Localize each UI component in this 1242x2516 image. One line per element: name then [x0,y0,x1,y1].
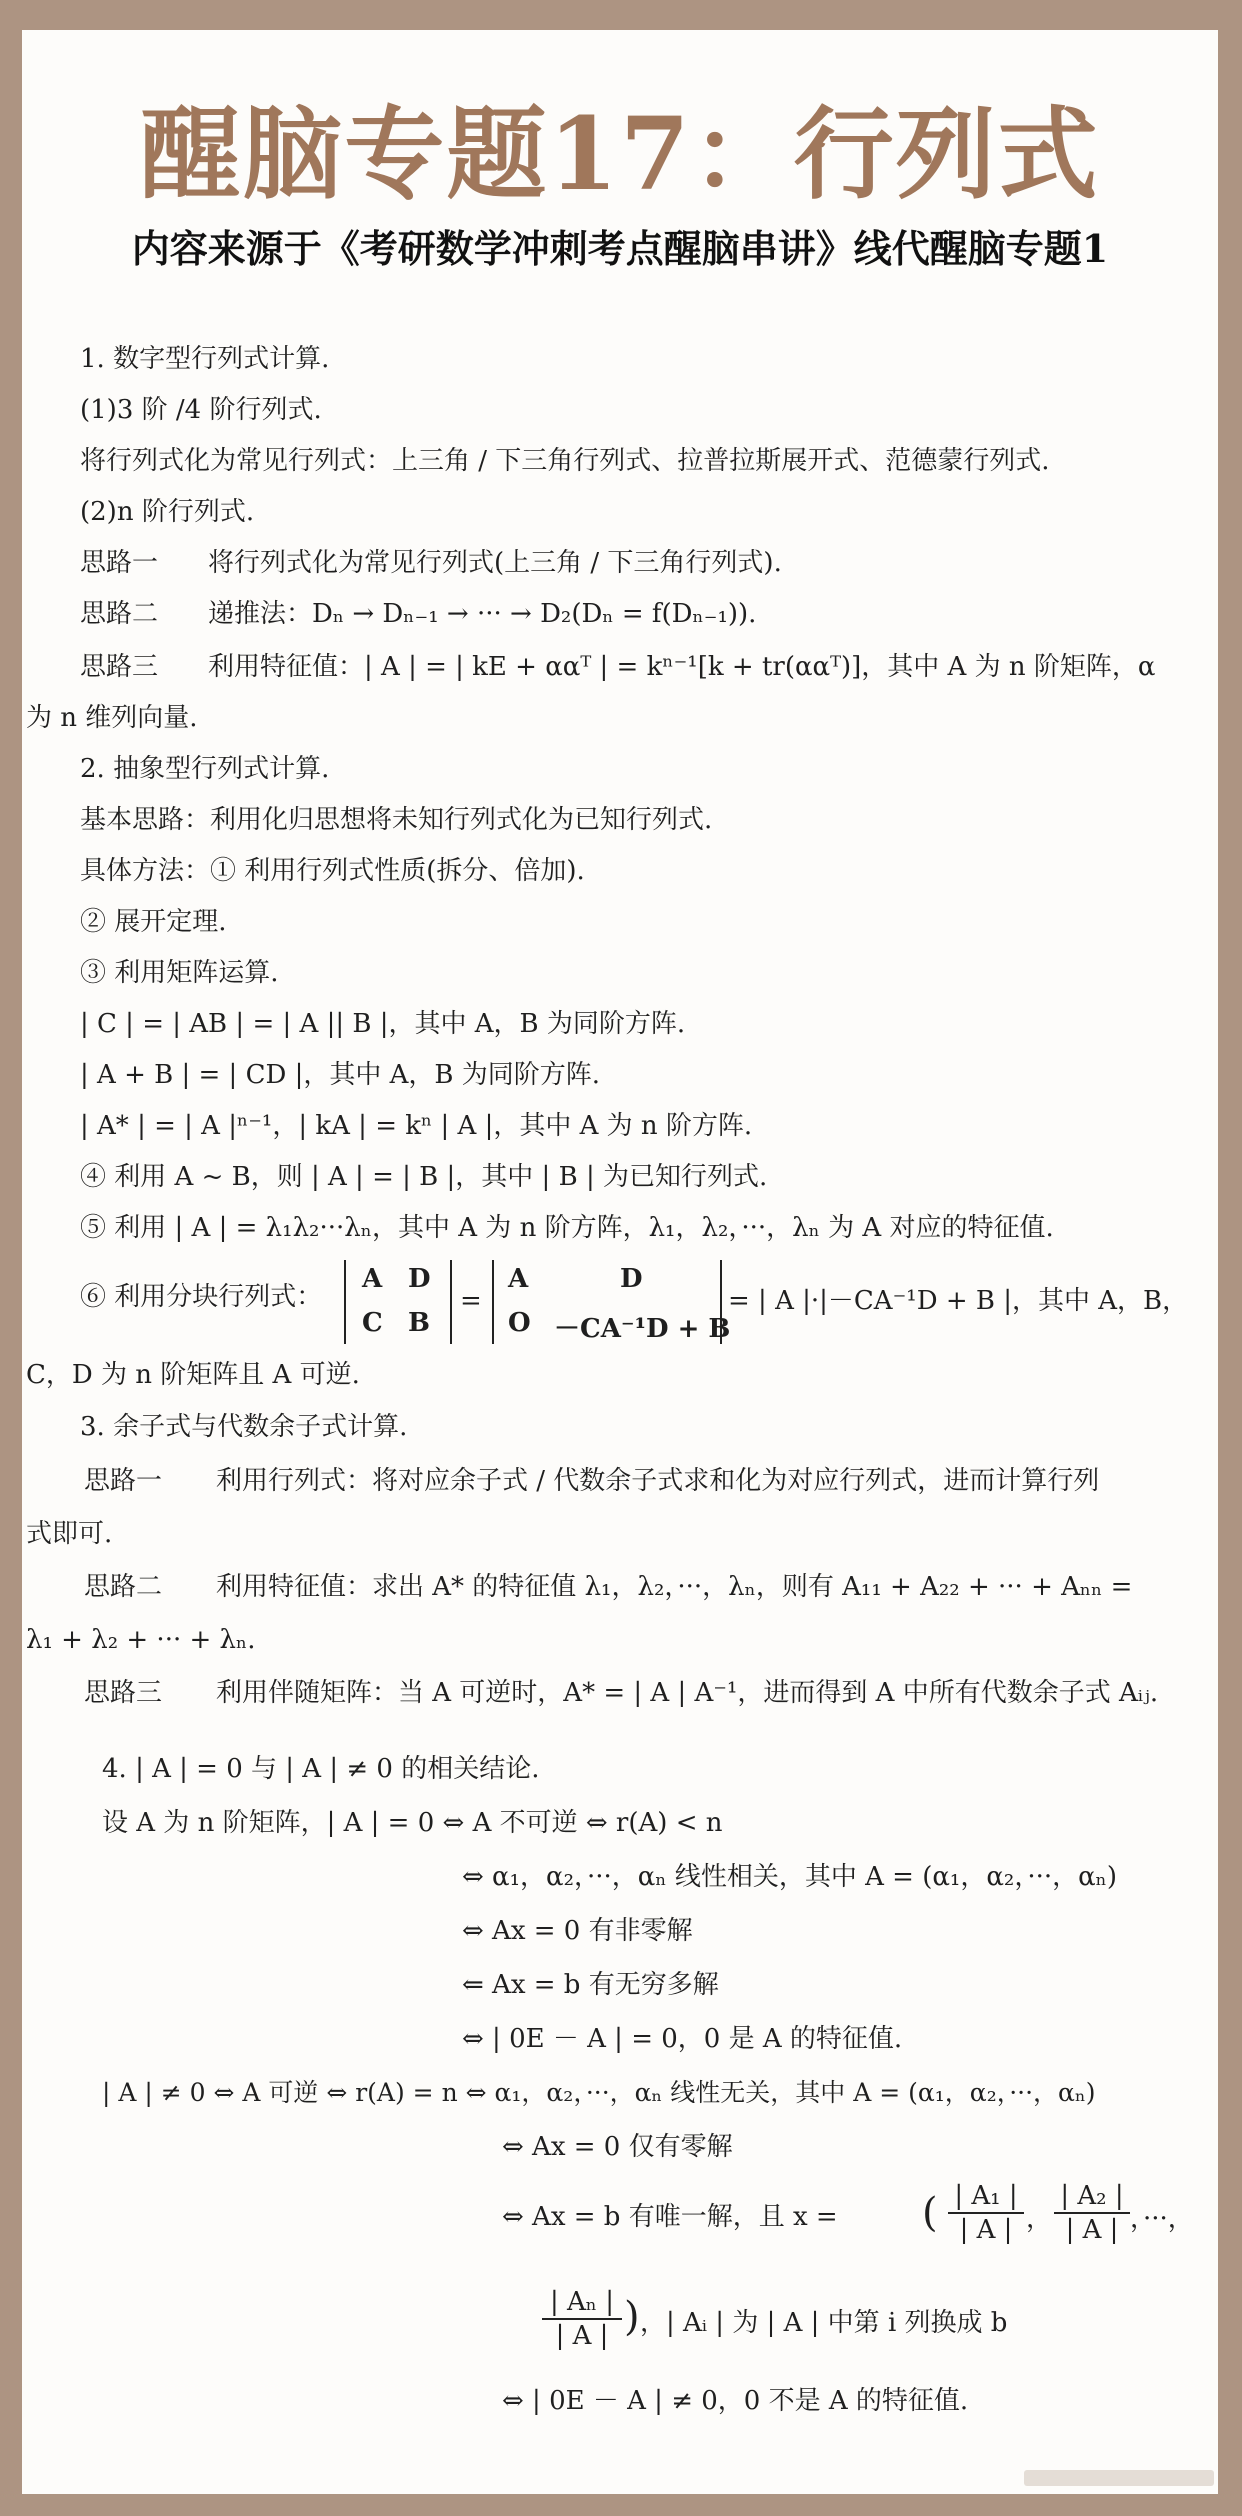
idea-label: 思路一 [80,548,159,578]
text-line: 式即可. [26,1519,113,1549]
idea-label: 思路二 [80,599,159,629]
formula-line: ，| Aᵢ | 为 | A | 中第 i 列换成 b [640,2308,1008,2338]
text-line: (1)3 阶 /4 阶行列式. [80,395,322,425]
section-heading: 3. 余子式与代数余子式计算. [80,1412,408,1442]
formula-line: ⇔ Ax = b 有唯一解，且 x = [502,2202,838,2232]
text-line: ④ 利用 A ~ B，则 | A | = | B |，其中 | B | 为已知行列式. [80,1162,768,1192]
block-determinant-right: A D O －CA⁻¹D + B [492,1260,722,1344]
idea-label: 思路三 [80,652,159,682]
idea-label: 思路二 [84,1572,163,1602]
formula-line: ⇔ α₁，α₂，···，αₙ 线性相关，其中 A = (α₁，α₂，···，αₙ) [462,1862,1118,1892]
text-line: 思路一 利用行列式：将对应余子式 / 代数余子式求和化为对应行列式，进而计算行列 [84,1466,1100,1496]
document-page [22,30,1218,2494]
text-line: 基本思路：利用化归思想将未知行列式化为已知行列式. [80,805,713,835]
text-line: ③ 利用矩阵运算. [80,958,279,988]
text-line: 思路三 利用特征值：| A | = | kE + ααᵀ | = kⁿ⁻¹[k + tr(ααᵀ)]，其中 A 为 n 阶矩阵，α [80,652,1156,682]
formula-line: | A | ≠ 0 ⇔ A 可逆 ⇔ r(A) = n ⇔ α₁，α₂，···，αₙ 线性无关，其中 A = (α₁，α₂，···，αₙ) [102,2078,1096,2107]
formula-line: ⇔ Ax = 0 仅有零解 [502,2132,733,2162]
formula-line: 设 A 为 n 阶矩阵，| A | = 0 ⇔ A 不可逆 ⇔ r(A) < n [102,1808,723,1838]
text-line: 思路二 利用特征值：求出 A* 的特征值 λ₁，λ₂，···，λₙ，则有 A₁₁ + A₂₂ + ··· + Aₙₙ = [84,1572,1133,1602]
page-title: 醒脑专题17：行列式 [140,95,1100,213]
page-subtitle: 内容来源于《考研数学冲刺考点醒脑串讲》线代醒脑专题1 [131,226,1109,271]
formula-line: ⇔ | 0E － A | = 0，0 是 A 的特征值. [462,2024,903,2054]
fraction-a1: | A₁ | | A | [948,2180,1024,2246]
text-line: 将行列式化为常见行列式：上三角 / 下三角行列式、拉普拉斯展开式、范德蒙行列式. [80,446,1050,476]
formula-line: ⇔ Ax = 0 有非零解 [462,1916,693,1946]
fraction-an: | Aₙ | | A | [542,2286,622,2352]
text-line: ⑤ 利用 | A | = λ₁λ₂···λₙ，其中 A 为 n 阶方阵，λ₁，λ₂，···，λₙ 为 A 对应的特征值. [80,1213,1054,1243]
text-line: 思路二 递推法：Dₙ → Dₙ₋₁ → ··· → D₂(Dₙ = f(Dₙ₋₁)). [80,599,757,629]
idea-label: 思路三 [84,1678,163,1708]
idea-label: 思路一 [84,1466,163,1496]
formula-line: ⇔ | 0E － A | ≠ 0，0 不是 A 的特征值. [502,2386,969,2416]
solution-vector: ( | A₁ | | A | ， | A₂ | | A | ，···， [922,2181,1194,2245]
watermark-bar [1024,2470,1214,2486]
formula-line: ⇐ Ax = b 有无穷多解 [462,1970,719,2000]
block-determinant-label: ⑥ 利用分块行列式： [80,1282,323,1312]
formula-line: | A + B | = | CD |，其中 A，B 为同阶方阵. [80,1060,601,1090]
fraction-a2: | A₂ | | A | [1054,2180,1130,2246]
text-line: 为 n 维列向量. [26,703,198,733]
block-determinant-left: A D C B [344,1260,452,1344]
text-line: λ₁ + λ₂ + ··· + λₙ. [26,1625,256,1655]
text-line: ② 展开定理. [80,907,227,937]
section-heading: 4. | A | = 0 与 | A | ≠ 0 的相关结论. [102,1754,540,1784]
section-heading: 1. 数字型行列式计算. [80,344,330,374]
text-line: 具体方法：① 利用行列式性质(拆分、倍加). [80,856,585,886]
text-line: C，D 为 n 阶矩阵且 A 可逆. [26,1360,360,1390]
text-line: 思路一 将行列式化为常见行列式(上三角 / 下三角行列式). [80,548,782,578]
section-heading: 2. 抽象型行列式计算. [80,754,330,784]
formula-line: | C | = | AB | = | A || B |，其中 A，B 为同阶方阵. [80,1009,686,1039]
text-line: (2)n 阶行列式. [80,497,255,527]
formula-line: | A* | = | A |ⁿ⁻¹，| kA | = kⁿ | A |，其中 A 为 n 阶方阵. [80,1111,753,1141]
formula-line: = | A |·|－CA⁻¹D + B |，其中 A，B， [728,1286,1189,1316]
text-line: 思路三 利用伴随矩阵：当 A 可逆时，A* = | A | A⁻¹，进而得到 A 中所有代数余子式 Aᵢⱼ. [84,1678,1159,1708]
equals-sign: = [460,1286,482,1316]
document-body: 1. 数字型行列式计算. (1)3 阶 /4 阶行列式. 将行列式化为常见行列式：上三角 / 下三角行列式、拉普拉斯展开式、范德蒙行列式. (2)n 阶行列式. 思路一 将行列式化为常见行列式(上三角 / 下三角行列式). 思路二 递推法：Dₙ → Dₙ₋₁ → ··· → D₂(Dₙ = f(Dₙ₋₁)). 思路三 利用特征值：| A | = | kE + ααᵀ | = kⁿ⁻¹[k + tr(ααᵀ)]，其中 A 为 n 阶矩阵，α 为 n 维列向量. 2. 抽象型行列式计算. 基本思路：利用化归思想将未知行列式化为已知行列式. 具体方法：① 利用行列式性质(拆分、倍加). ② 展开定理. ③ 利用矩阵运算. | C | = | AB | = | A || B |，其中 A，B 为同阶方阵. | A + B | = | CD |，其中 A，B 为同阶方阵. | A* | = | A |ⁿ⁻¹，| kA | = kⁿ | A |，其中 A 为 n 阶方阵. ④ 利用 A ~ B，则 | A | = | B |，其中 | B | 为已知行列式. ⑤ 利用 | A | = λ₁λ₂···λₙ，其中 A 为 n 阶方阵，λ₁，λ₂，···，λₙ 为 A 对应的特征值. ⑥ 利用分块行列式： A D C B = A D O －CA⁻¹D + B = | A |·|－CA⁻¹D + B |，其中 A，B， C，D 为 n 阶矩阵且 A 可逆. 3. 余子式与代数余子式计算. 思路一 利用行列式：将对应余子式 / 代数余子式求和化为对应行列式，进而计算行列 式即可. 思路二 利用特征值：求出 A* 的特征值 λ₁，λ₂，···，λₙ，则有 A₁₁ + A₂₂ + ··· + Aₙₙ = λ₁ + λ₂ + ··· + λₙ. 思路三 利用伴随矩阵：当 A 可逆时，A* = | A | A⁻¹，进而得到 A 中所有代数余子式 Aᵢⱼ. 4. | A | = 0 与 | A | ≠ 0 的相关结论. 设 A 为 n 阶矩阵，| A | = 0 ⇔ A 不可逆 ⇔ r(A) < n ⇔ α₁，α₂，···，αₙ 线性相关，其中 A = (α₁，α₂，···，αₙ) ⇔ Ax = 0 有非零解 ⇐ Ax = b 有无穷多解 ⇔ | 0E － A | = 0，0 是 A 的特征值. | A | ≠ 0 ⇔ A 可逆 ⇔ r(A) = n ⇔ α₁，α₂，···，αₙ 线性无关，其中 A = (α₁，α₂，···，αₙ) ⇔ Ax = 0 仅有零解 ⇔ Ax = b 有唯一解，且 x = ( | A₁ | | A | ， | A₂ | | A | ，···， | Aₙ | | A | ) ，| Aᵢ | 为 | A | 中第 i 列换成 b ⇔ | 0E － A | ≠ 0，0 不是 A 的特征值. [22,30,1218,2494]
